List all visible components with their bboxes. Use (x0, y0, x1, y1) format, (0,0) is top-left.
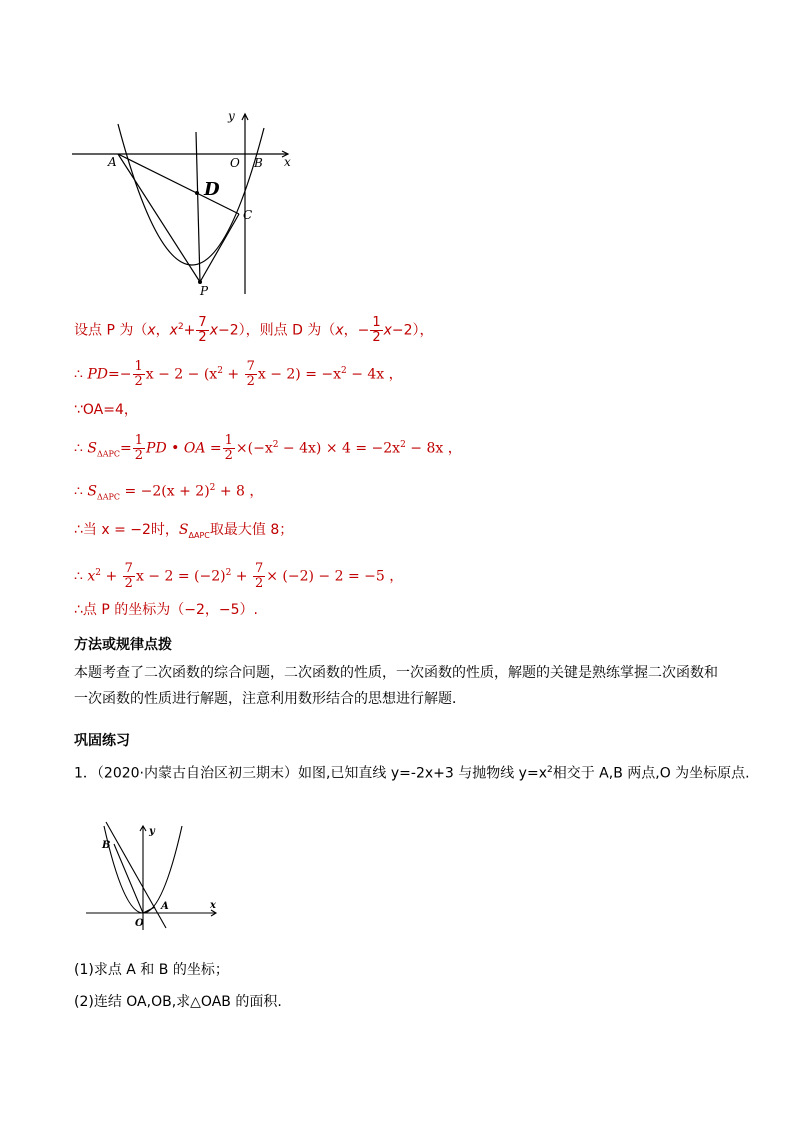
label-c: C (243, 208, 253, 222)
solution-line-6 (74, 520, 293, 546)
text: S (87, 483, 97, 500)
text: x (147, 322, 156, 339)
text: ΔAPC (188, 530, 210, 540)
text: 2 (254, 576, 264, 591)
text: 1 (372, 315, 381, 330)
fraction (196, 316, 208, 345)
text: + 8 ， (215, 483, 264, 500)
text: 2 (224, 448, 233, 463)
text: ∴ (74, 483, 83, 500)
label-b: B (102, 840, 111, 851)
solution-line-5: ∴ $S_{\Delta APC} = -2(x + 2)^2 + 8$ ， (74, 483, 264, 502)
text: x (87, 568, 96, 585)
practice-part-2: (2)连结 OA,OB,求△OAB 的面积. (74, 994, 282, 1010)
text: − 8x ， (405, 440, 462, 457)
solution-line-3: ∵OA=4， (74, 402, 138, 418)
point-d-dot (195, 191, 199, 195)
text: ×(−x (235, 440, 273, 457)
segment-ap (118, 154, 200, 282)
solution-line-2: ∴ PD=− $\frac{1}{2}$ $x - 2 - (x^2$ + $\frac{7}{2}$ $x - 2) = -x^2 - 4x$ ， (74, 359, 403, 389)
text: 1 (134, 433, 144, 448)
label-x: x (210, 900, 216, 911)
text: 7 (254, 561, 264, 576)
text: + (101, 568, 122, 585)
solution-line-8: ∴点 P 的坐标为（−2，−5）. (74, 602, 258, 618)
text: 1．（2020·内蒙古自治区初三期末）如图,已知直线 y=-2x+3 与抛物线 y=x (74, 765, 547, 782)
text: − 4x) × 4 = −2x (278, 440, 401, 457)
text: ∴ (74, 568, 83, 585)
practice-part-1: (1)求点 A 和 B 的坐标； (74, 962, 229, 978)
text: x (335, 322, 344, 339)
text: −2）， (391, 322, 434, 339)
text: 2 (246, 374, 255, 389)
label-o: O (135, 918, 144, 929)
method-line-1: 本题考查了二次函数的综合问题，二次函数的性质，一次函数的性质，解题的关键是熟练掌握二次函数和 (74, 665, 718, 681)
text: ∴当 x = −2时， (74, 522, 179, 538)
text: 2 (372, 330, 381, 345)
fraction (133, 434, 145, 463)
practice-heading: 巩固练习 (74, 733, 130, 749)
text: 7 (198, 315, 207, 330)
label-d: D (204, 179, 220, 200)
solution-line-4: ∴ $S_{\Delta APC}=$ $\frac{1}{2}$ PD • OA = $\frac{1}{2}$ $\times(-x^2 - 4x) \times 4 = -2x^2 - 8x$ ， (74, 433, 462, 463)
text: × (−2) − 2 = −5 ， (266, 568, 404, 585)
text: x − 2 − (x (145, 366, 218, 383)
text: ΔAPC (96, 449, 121, 459)
text: = (120, 440, 132, 457)
text: − 4x ， (346, 366, 403, 383)
parabola-figure-2 (82, 820, 222, 932)
label-x: x (284, 155, 291, 169)
label-a: A (108, 155, 117, 169)
fraction (133, 360, 145, 389)
text: x − 2 = (−2) (135, 568, 226, 585)
text: =− (108, 366, 132, 383)
fraction (223, 434, 235, 463)
solution-line-7: ∴ $x^2$ + $\frac{7}{2}$ $x - 2 = (-2)^2$ + $\frac{7}{2}$ × (−2) − 2 = −5 ， (74, 561, 404, 591)
label-o: O (230, 156, 240, 170)
text: ， (155, 322, 170, 339)
practice-question-1: 1．（2020·内蒙古自治区初三期末）如图,已知直线 y=-2x+3 与抛物线 $y=x^2$相交于 A,B 两点,O 为坐标原点. (74, 765, 750, 782)
fraction (370, 316, 382, 345)
text: PD (87, 366, 109, 383)
line-ab (106, 822, 166, 928)
text: 设点 P 为（ (74, 322, 148, 339)
parabola-figure-1 (66, 104, 310, 296)
text: 1 (224, 433, 233, 448)
text: = −2(x + 2) (124, 483, 210, 500)
text: −2），则点 D 为（ (217, 322, 336, 339)
text: + (222, 366, 244, 383)
text: S (178, 522, 189, 538)
label-a: A (161, 901, 169, 912)
text: 7 (124, 561, 133, 576)
parabola-curve (118, 124, 264, 265)
method-paragraph (74, 660, 724, 712)
text: PD • OA = (146, 440, 222, 457)
label-y: y (149, 826, 155, 837)
text: 2 (198, 330, 207, 345)
text: ∴ (74, 366, 83, 383)
text: x − 2) = −x (257, 366, 342, 383)
fraction (253, 562, 265, 591)
text: ，− (343, 322, 370, 339)
text: 7 (246, 359, 255, 374)
text: x (383, 322, 392, 339)
text: + (231, 568, 252, 585)
text: 2 (124, 576, 133, 591)
text: 取最大值 8； (209, 522, 294, 538)
text: 2 (134, 448, 144, 463)
text: x (209, 322, 218, 339)
text: ΔAPC (96, 492, 121, 502)
label-p: P (200, 284, 209, 296)
text: 相交于 A,B 两点,O 为坐标原点. (552, 765, 750, 782)
text: + (183, 322, 196, 339)
segment-oa (143, 907, 155, 913)
fraction (123, 562, 135, 591)
text: 2 (134, 374, 143, 389)
label-b: B (254, 156, 263, 170)
solution-line-1: 设点 P 为（x，$x^2+$ $\frac{7}{2}$ x−2），则点 D 为（x，− $\frac{1}{2}$ x−2）， (74, 315, 434, 345)
segment-pc (200, 214, 239, 282)
text: x (169, 322, 178, 339)
method-line-2: 一次函数的性质进行解题，注意利用数形结合的思想进行解题． (74, 691, 466, 707)
method-heading: 方法或规律点拨 (74, 637, 172, 653)
fraction (245, 360, 257, 389)
text: S (87, 440, 97, 457)
text: ∴ (74, 440, 83, 457)
label-y: y (228, 109, 235, 123)
text: 1 (134, 359, 143, 374)
